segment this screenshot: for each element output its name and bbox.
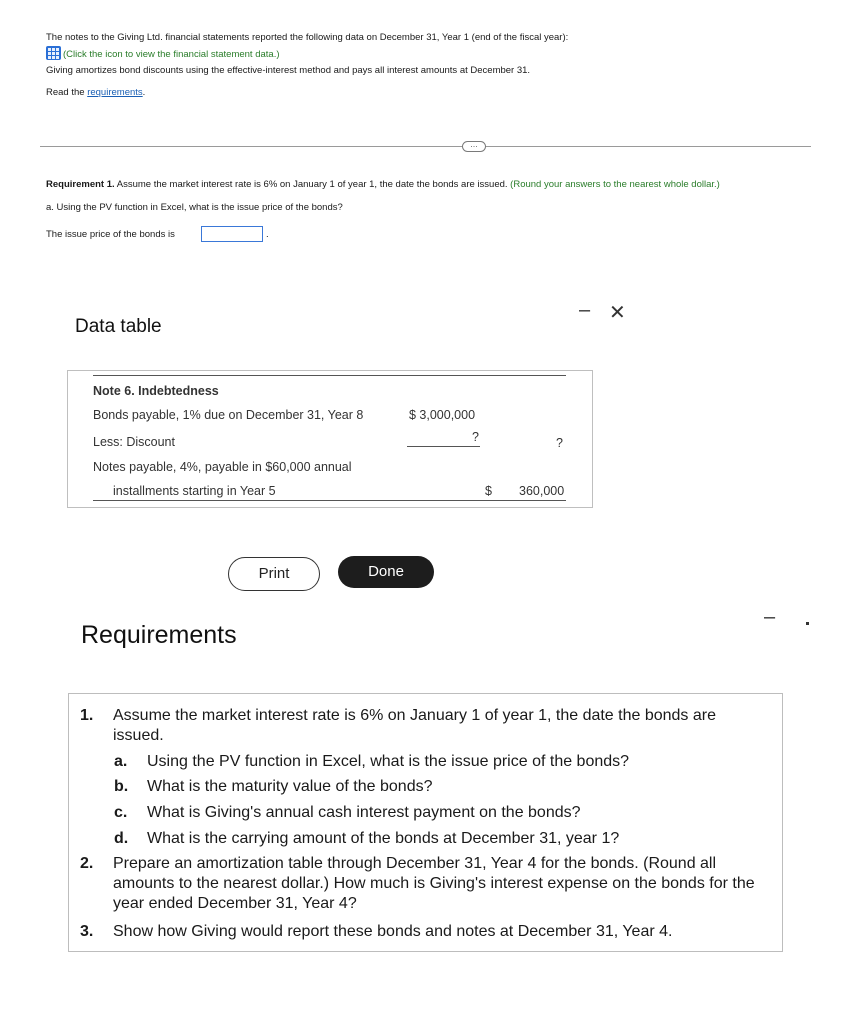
issue-price-prompt: The issue price of the bonds is xyxy=(46,229,175,240)
close-icon-partial[interactable] xyxy=(806,622,809,625)
req-1a-text: Using the PV function in Excel, what is the issue price of the bonds? xyxy=(147,753,630,770)
requirement-1-label: Requirement 1. xyxy=(46,179,115,190)
req-2-text: Prepare an amortization table through December 31, Year 4 for the bonds. (Round all amounts to the nearest dollar.) How much is Giving's interest expense on the bonds for the year ended December 31, Year 4? xyxy=(113,855,755,912)
intro-line-3: Giving amortizes bond discounts using the effective-interest method and pays all interest amounts at December 31. xyxy=(46,65,531,76)
financial-data-link[interactable] xyxy=(46,46,280,61)
notes-payable-label: Notes payable, 4%, payable in $60,000 annual xyxy=(93,460,352,474)
bonds-payable-amount: $ 3,000,000 xyxy=(409,408,476,422)
notes-payable-amount: 360,000 xyxy=(519,484,565,498)
req-1d-text: What is the carrying amount of the bonds at December 31, year 1? xyxy=(147,830,620,847)
notes-payable-label-cont: installments starting in Year 5 xyxy=(113,484,276,498)
table-grid-icon[interactable] xyxy=(46,46,61,60)
note-top-rule xyxy=(93,375,566,376)
req-1b-letter: b. xyxy=(114,778,129,795)
data-table-title: Data table xyxy=(75,316,162,337)
req-1d-letter: d. xyxy=(114,830,129,847)
discount-label: Less: Discount xyxy=(93,435,175,449)
read-suffix: . xyxy=(142,87,146,98)
req-1a-letter: a. xyxy=(114,753,128,770)
req-1-text: Assume the market interest rate is 6% on January 1 of year 1, the date the bonds are issued. xyxy=(113,707,716,744)
requirements-link[interactable]: requirements xyxy=(87,87,143,98)
requirement-1-prompt xyxy=(46,179,826,191)
req-2-num: 2. xyxy=(80,855,94,872)
intro-line-1: The notes to the Giving Ltd. financial statements reported the following data on December 31, Year 1 (end of the fiscal year): xyxy=(46,32,569,43)
financial-data-link-text[interactable]: (Click the icon to view the financial statement data.) xyxy=(63,49,280,60)
close-icon[interactable]: ✕ xyxy=(609,302,626,324)
requirements-title: Requirements xyxy=(81,621,237,649)
print-button[interactable]: Print xyxy=(228,557,320,591)
req-3-num: 3. xyxy=(80,923,94,940)
read-prefix: Read the xyxy=(46,87,88,98)
note-title: Note 6. Indebtedness xyxy=(93,384,219,398)
part-a-question: a. Using the PV function in Excel, what is the issue price of the bonds? xyxy=(46,202,343,213)
expand-button[interactable]: … xyxy=(462,141,486,152)
done-button[interactable]: Done xyxy=(338,556,434,588)
requirements-minimize-icon[interactable]: – xyxy=(764,606,776,628)
requirement-1-text: Assume the market interest rate is 6% on January 1 of year 1, the date the bonds are issued. xyxy=(114,179,508,190)
section-divider xyxy=(40,146,811,147)
note-bottom-rule xyxy=(93,500,566,501)
minimize-icon[interactable]: – xyxy=(579,299,591,321)
req-1-num: 1. xyxy=(80,707,94,724)
req-3-text: Show how Giving would report these bonds and notes at December 31, Year 4. xyxy=(113,923,673,940)
notes-dollar-sign: $ xyxy=(485,484,492,498)
req-1c-letter: c. xyxy=(114,804,128,821)
discount-underline xyxy=(407,446,480,447)
req-1b-text: What is the maturity value of the bonds? xyxy=(147,778,433,795)
issue-price-input[interactable] xyxy=(201,226,263,242)
answer-period: . xyxy=(266,229,269,240)
discount-amount: ? xyxy=(472,430,479,444)
rounding-hint: (Round your answers to the nearest whole dollar.) xyxy=(507,179,720,190)
req-1c-text: What is Giving's annual cash interest payment on the bonds? xyxy=(147,804,581,821)
bonds-payable-label: Bonds payable, 1% due on December 31, Year 8 xyxy=(93,408,364,422)
net-bonds-amount: ? xyxy=(556,436,563,450)
read-requirements-line xyxy=(46,87,145,99)
